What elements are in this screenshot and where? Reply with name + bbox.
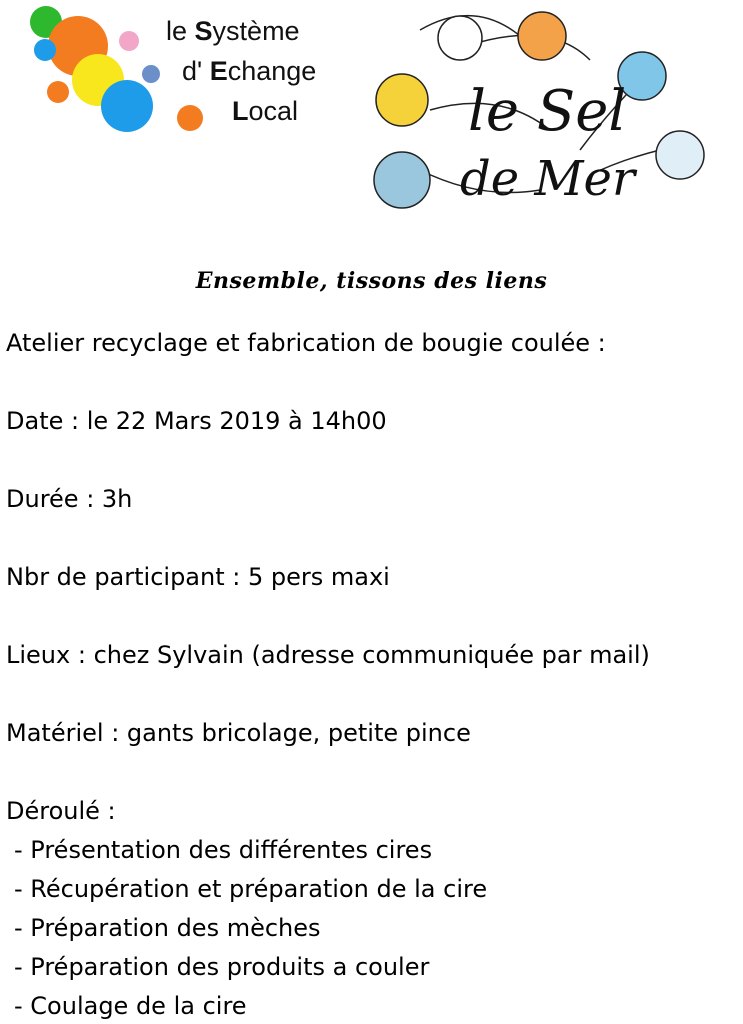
list-item: - Récupération et préparation de la cire xyxy=(14,875,488,903)
duree-line: Durée : 3h xyxy=(6,485,133,513)
participants-line: Nbr de participant : 5 pers maxi xyxy=(6,563,390,591)
sel-logo xyxy=(0,0,350,145)
materiel-line: Matériel : gants bricolage, petite pince xyxy=(6,719,471,747)
sel-de-mer-logo xyxy=(360,0,743,230)
colored-circles-icon xyxy=(0,0,165,145)
logo-line-1: le Système xyxy=(166,16,300,46)
svg-text:de Mer: de Mer xyxy=(460,151,635,207)
list-item: - Présentation des différentes cires xyxy=(14,836,433,864)
list-item: - Préparation des mèches xyxy=(14,914,321,942)
list-item: - Préparation des produits a couler xyxy=(14,953,430,981)
lieux-line: Lieux : chez Sylvain (adresse communiquée par mail) xyxy=(6,641,650,669)
deroule-label: Déroulé : xyxy=(6,797,116,825)
list-item: - Coulage de la cire xyxy=(14,992,247,1020)
svg-text:le Sel: le Sel xyxy=(468,79,627,144)
orange-dot-icon xyxy=(176,104,216,144)
motto: Ensemble, tissons des liens xyxy=(195,268,548,294)
atelier-title: Atelier recyclage et fabrication de bougie coulée : xyxy=(6,329,606,357)
sel-de-mer-illustration-icon xyxy=(360,0,743,230)
logo-line-3: Local xyxy=(232,96,299,126)
logo-line-2: d' Echange xyxy=(182,56,317,86)
date-line: Date : le 22 Mars 2019 à 14h00 xyxy=(6,407,387,435)
